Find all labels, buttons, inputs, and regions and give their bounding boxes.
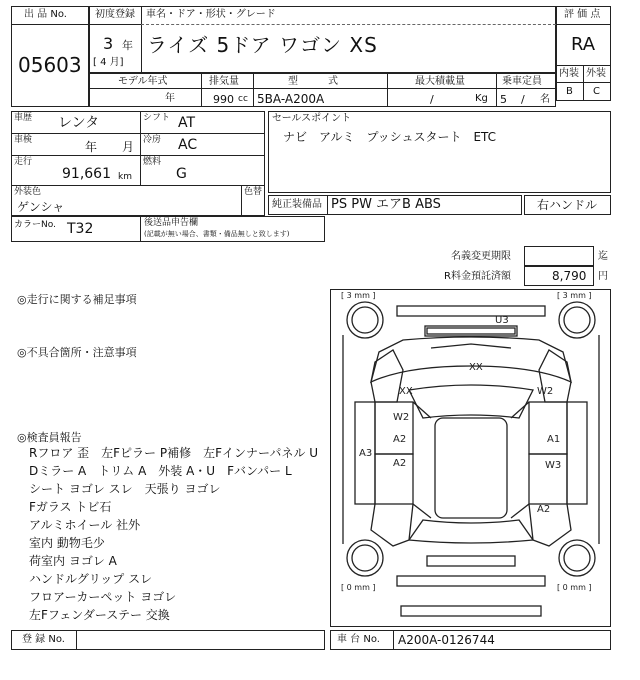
inspection-year: 年 xyxy=(85,140,98,154)
mark-xx-hood: XX xyxy=(469,362,483,373)
ac-label: 冷房 xyxy=(143,135,162,145)
fuel-value: G xyxy=(176,166,187,182)
lot-label: 出 品 No. xyxy=(24,9,67,20)
capacity-sep: / xyxy=(521,93,525,106)
mark-u3: U3 xyxy=(495,315,509,326)
mark-a1-right-front-door: A1 xyxy=(547,434,561,445)
tire-depth-fl: [ 3 mm ] xyxy=(341,291,376,300)
capacity-value: 5 xyxy=(500,93,507,106)
handle-value: 右ハンドル xyxy=(537,198,598,212)
mark-xx-fender: XX xyxy=(399,386,413,397)
exterior-label: 外装 xyxy=(586,68,606,79)
shift-value: AT xyxy=(178,115,196,131)
first-reg-label: 初度登録 xyxy=(95,9,135,20)
mileage-unit: km xyxy=(118,172,132,182)
first-reg-month: [ 4 月] xyxy=(93,57,124,68)
type-value: 5BA-A200A xyxy=(257,92,325,106)
year-unit: 年 xyxy=(122,39,133,52)
max-load-label: 最大積載量 xyxy=(415,76,465,87)
inspector-line: Fガラス トビ石 xyxy=(29,500,112,514)
equipment-label: 純正装備品 xyxy=(272,199,322,210)
mileage-label: 走行 xyxy=(14,157,33,167)
inspector-line: Dミラー A トリム A 外装 A・U Fバンパー L xyxy=(29,464,292,478)
mark-a2-left-rear-door: A2 xyxy=(393,458,407,469)
type-label: 型 式 xyxy=(288,76,338,87)
inspector-line: アルミホイール 社外 xyxy=(29,518,141,532)
sales-point-label: セールスポイント xyxy=(272,113,352,124)
ac-value: AC xyxy=(178,137,198,153)
tire-depth-rr: [ 0 mm ] xyxy=(557,583,592,592)
history-value: レンタ xyxy=(58,115,100,131)
color-no-value: T32 xyxy=(67,221,94,237)
color-no-label: カラーNo. xyxy=(14,220,56,230)
inspection-month: 月 xyxy=(122,140,135,154)
max-load-slash: / xyxy=(430,93,434,106)
recycle-label: R料金預託済額 xyxy=(444,271,511,282)
sales-point-value: ナビ アルミ プッシュスタート ETC xyxy=(283,130,497,144)
name-change-field xyxy=(524,246,594,266)
later-docs-note: (記載が無い場合、書類・備品無しと致します) xyxy=(144,230,290,238)
mark-a2-right-rear: A2 xyxy=(537,504,551,515)
displacement-unit: cc xyxy=(238,94,248,104)
model-year-label: モデル年式 xyxy=(118,76,168,87)
color-label: 外装色 xyxy=(14,187,42,197)
name-label: 車名・ドア・形状・グレード xyxy=(146,9,276,20)
displacement-label: 排気量 xyxy=(209,76,239,87)
mark-w3-right-rear-door: W3 xyxy=(545,460,562,471)
inspector-line: ハンドルグリップ スレ xyxy=(29,572,153,586)
displacement-value: 990 xyxy=(213,93,234,106)
car-name: ライズ 5ドア ワゴン XS xyxy=(147,33,378,57)
tire-depth-fr: [ 3 mm ] xyxy=(557,291,592,300)
tire-depth-rl: [ 0 mm ] xyxy=(341,583,376,592)
inspector-line: 左Fフェンダーステー 交換 xyxy=(29,608,170,622)
capacity-unit: 名 xyxy=(540,94,550,105)
interior-label: 内装 xyxy=(559,68,579,79)
inspector-line: フロアーカーペット ヨゴレ xyxy=(29,590,177,604)
recycle-unit: 円 xyxy=(598,271,608,282)
model-year-unit: 年 xyxy=(165,93,175,104)
inspection-label: 車検 xyxy=(14,135,33,145)
lot-number: 05603 xyxy=(18,53,82,77)
inspector-label: ◎検査員報告 xyxy=(17,431,82,444)
inspector-line: 荷室内 ヨゴレ A xyxy=(29,554,117,568)
first-reg-year: 3 xyxy=(103,34,114,53)
chassis-label: 車 台 No. xyxy=(337,634,380,645)
capacity-label: 乗車定員 xyxy=(502,76,542,87)
inspector-line: Rフロア 歪 左Fピラー P補修 左Fインナーパネル U xyxy=(29,446,319,460)
driving-notes-label: ◎走行に関する補足事項 xyxy=(17,293,137,306)
mark-a3-left-sill: A3 xyxy=(359,448,373,459)
max-load-unit: Kg xyxy=(475,93,488,104)
rating-label: 評 価 点 xyxy=(564,9,601,20)
interior-grade: B xyxy=(566,86,573,97)
chassis-number: A200A-0126744 xyxy=(398,633,495,647)
later-docs-label: 後送品申告欄 xyxy=(144,218,199,228)
name-change-unit: 迄 xyxy=(598,251,608,262)
recycle-amount: 8,790 xyxy=(552,269,587,283)
mark-w2-right-fender: W2 xyxy=(537,386,554,397)
rating-value: RA xyxy=(571,34,596,55)
mark-a2-left-front-door: A2 xyxy=(393,434,407,445)
name-change-label: 名義変更期限 xyxy=(451,251,511,262)
exterior-grade: C xyxy=(593,86,600,97)
equipment-value: PS PW エアB ABS xyxy=(331,197,441,212)
color-value: ゲンシャ xyxy=(17,200,65,214)
defects-label: ◎不具合箇所・注意事項 xyxy=(17,346,137,359)
car-diagram xyxy=(330,289,611,627)
car-body-diagram xyxy=(331,290,611,627)
mileage-value: 91,661 xyxy=(62,166,111,182)
history-label: 車歴 xyxy=(14,113,33,123)
inspector-line: 室内 動物毛少 xyxy=(29,536,105,550)
shift-label: シフト xyxy=(143,113,171,123)
color-change-label: 色替 xyxy=(244,187,263,197)
reg-no-label: 登 録 No. xyxy=(22,634,65,645)
mark-w2-left-door: W2 xyxy=(393,412,410,423)
inspector-line: シート ヨゴレ スレ 天張り ヨゴレ xyxy=(29,482,221,496)
fuel-label: 燃料 xyxy=(143,157,162,167)
